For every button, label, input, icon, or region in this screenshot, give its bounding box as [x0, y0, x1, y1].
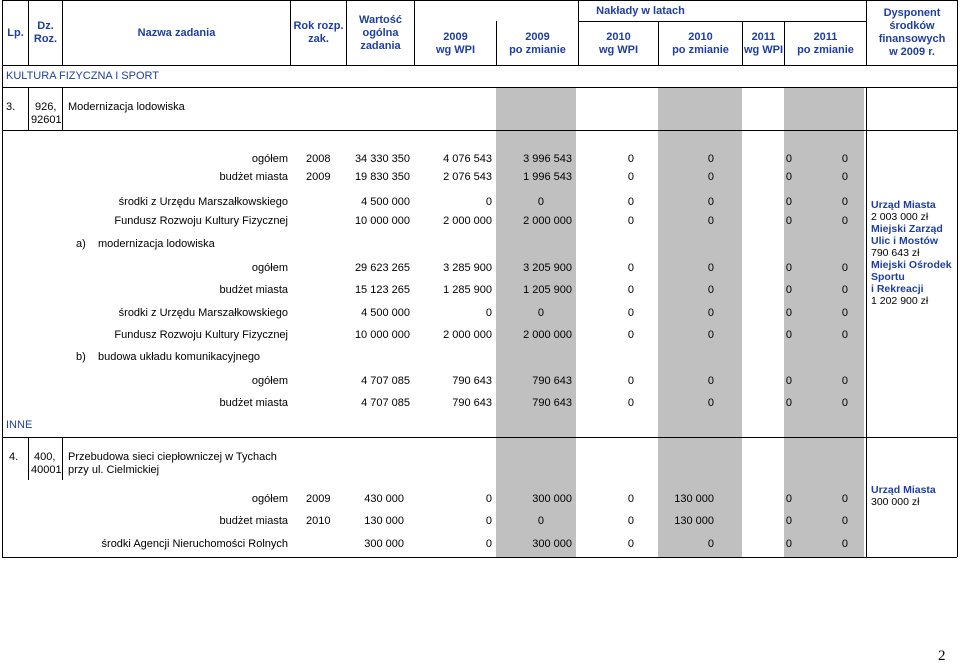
task4-row1-v3: 0	[627, 493, 634, 505]
header-lp: Lp.	[7, 26, 24, 39]
header-2009-wg-wpi: 2009 wg WPI	[435, 30, 476, 56]
task3-row3-v2: 0	[537, 196, 544, 208]
task4-row1-wartosc: 430 000	[364, 493, 404, 505]
header-nazwa-zadania: Nazwa zadania	[137, 26, 216, 39]
task3-row2-label: budżet miasta	[219, 171, 288, 183]
task3-row4-v3: 0	[627, 215, 634, 227]
header-2011-po-zmianie: 2011 po zmianie	[797, 30, 854, 56]
task3-row4-wartosc: 10 000 000	[354, 215, 410, 227]
task4-row1-v1: 0	[485, 493, 492, 505]
task4-row3-v5: 0	[785, 538, 792, 550]
task3-dysponent	[871, 199, 952, 307]
task3b-row1-v6: 0	[841, 375, 848, 387]
header-wartosc: Wartość ogólna zadania	[359, 13, 402, 52]
task3a-row1-label: ogółem	[251, 262, 288, 274]
task3-row1-v3: 0	[627, 153, 634, 165]
task3b-row1-v3: 0	[627, 375, 634, 387]
task4-dz-1: 400,	[34, 451, 56, 463]
dysponent-mosir-2: Sportu	[871, 271, 905, 283]
task3a-row4-v2: 2 000 000	[523, 329, 572, 341]
task3b-row1-v1: 790 643	[452, 375, 492, 387]
task3a-row2-v4: 0	[707, 284, 714, 296]
task3-row3-v4: 0	[707, 196, 714, 208]
task3a-row4-v6: 0	[841, 329, 848, 341]
task4-row2-v1: 0	[485, 515, 492, 527]
dysponent-kwota-t4: 300 000 zł	[871, 496, 920, 508]
dysponent-mzuim-1: Miejski Zarząd	[871, 223, 943, 235]
header-naklady-w-latach: Nakłady w latach	[596, 4, 685, 17]
dysponent-kwota-2: 790 643 zł	[871, 247, 920, 259]
task3-row3-label: środki z Urzędu Marszałkowskiego	[118, 196, 288, 208]
dysponent-kwota-3: 1 202 900 zł	[871, 295, 929, 307]
dysponent-urzad-miasta-t4: Urząd Miasta	[871, 484, 936, 496]
task3-dz-2: 92601	[31, 114, 62, 126]
header-2010-wg-wpi: 2010 wg WPI	[598, 30, 639, 56]
task3a-row4-v1: 2 000 000	[443, 329, 492, 341]
task3-row1-v1: 4 076 543	[443, 153, 492, 165]
task3-row2-year: 2009	[306, 171, 331, 183]
task3a-row4-v4: 0	[707, 329, 714, 341]
task3a-row3-v3: 0	[627, 307, 634, 319]
task4-row1-label: ogółem	[251, 493, 288, 505]
task4-row1-v4: 130 000	[674, 493, 714, 505]
dysponent-kwota-1: 2 003 000 zł	[871, 211, 929, 223]
task3b-row2-v2: 790 643	[532, 397, 572, 409]
task3-lp: 3.	[6, 101, 16, 113]
task3a-row2-v1: 1 285 900	[443, 284, 492, 296]
task3b-row2-v6: 0	[841, 397, 848, 409]
task3-name: Modernizacja lodowiska	[68, 101, 185, 113]
task3-row3-wartosc: 4 500 000	[361, 196, 410, 208]
task3-row1-v4: 0	[707, 153, 714, 165]
task3-row3-v6: 0	[841, 196, 848, 208]
task3-row2-v3: 0	[627, 171, 634, 183]
task3-row2-v2: 1 996 543	[523, 171, 572, 183]
task3b-row1-label: ogółem	[251, 375, 288, 387]
task3-row4-v2: 2 000 000	[523, 215, 572, 227]
section-inne: INNE	[6, 419, 33, 431]
task3a-row1-v4: 0	[707, 262, 714, 274]
task3-row1-v6: 0	[841, 153, 848, 165]
task4-row3-v4: 0	[707, 538, 714, 550]
task3-dz-1: 926,	[35, 101, 57, 113]
task4-row1-year: 2009	[306, 493, 331, 505]
task3-row4-v1: 2 000 000	[443, 215, 492, 227]
task4-row2-v2: 0	[537, 515, 544, 527]
task3a-row1-v1: 3 285 900	[443, 262, 492, 274]
dysponent-mosir-1: Miejski Ośrodek	[871, 259, 952, 271]
task4-row2-year: 2010	[306, 515, 331, 527]
task4-row1-v2: 300 000	[532, 493, 572, 505]
task3a-row3-wartosc: 4 500 000	[361, 307, 410, 319]
header-2009-po-zmianie: 2009 po zmianie	[509, 30, 566, 56]
task3a-row2-label: budżet miasta	[219, 284, 288, 296]
task3b-row2-v1: 790 643	[452, 397, 492, 409]
task4-row2-label: budżet miasta	[219, 515, 288, 527]
task3-row1-label: ogółem	[251, 153, 288, 165]
dysponent-mzuim-2: Ulic i Mostów	[871, 235, 939, 247]
task3a-row4-v5: 0	[785, 329, 792, 341]
task3a-row3-v4: 0	[707, 307, 714, 319]
header-dz-roz: Dz. Roz.	[33, 20, 58, 45]
task3-row3-v5: 0	[785, 196, 792, 208]
task3-row1-v2: 3 996 543	[523, 153, 572, 165]
task3a-row2-v5: 0	[785, 284, 792, 296]
task3a-row3-label: środki z Urzędu Marszałkowskiego	[118, 307, 288, 319]
task4-row3-v2: 300 000	[532, 538, 572, 550]
task3-row1-year: 2008	[306, 153, 331, 165]
task4-row2-v5: 0	[785, 515, 792, 527]
task3b-row2-wartosc: 4 707 085	[361, 397, 410, 409]
task3b-row1-v5: 0	[785, 375, 792, 387]
task4-row3-label: środki Agencji Nieruchomości Rolnych	[101, 538, 288, 550]
task4-name-1: Przebudowa sieci ciepłowniczej w Tychach	[68, 451, 277, 463]
page-number: 2	[938, 648, 946, 664]
task3b-row1-wartosc: 4 707 085	[361, 375, 410, 387]
task3a-row4-v3: 0	[627, 329, 634, 341]
task3a-row3-v2: 0	[537, 307, 544, 319]
task4-lp: 4.	[9, 451, 19, 463]
task4-row2-v4: 130 000	[674, 515, 714, 527]
task3b-row2-v5: 0	[785, 397, 792, 409]
task4-row3-v3: 0	[627, 538, 634, 550]
header-rok-rozp: Rok rozp. zak.	[293, 20, 344, 45]
task4-dz-2: 40001	[31, 464, 62, 476]
task3a-row1-v2: 3 205 900	[523, 262, 572, 274]
task4-dysponent	[871, 484, 936, 508]
task4-row2-wartosc: 130 000	[364, 515, 404, 527]
task4-row3-v6: 0	[841, 538, 848, 550]
task3a-row1-wartosc: 29 623 265	[354, 262, 410, 274]
task3-row2-v4: 0	[707, 171, 714, 183]
task4-row2-v3: 0	[627, 515, 634, 527]
task3-row4-v6: 0	[841, 215, 848, 227]
header-2010-po-zmianie: 2010 po zmianie	[672, 30, 729, 56]
task3-row4-v4: 0	[707, 215, 714, 227]
task4-row1-v6: 0	[841, 493, 848, 505]
task3-row2-v5: 0	[785, 171, 792, 183]
task3a-row3-v5: 0	[785, 307, 792, 319]
task4-name-2: przy ul. Cielmickiej	[68, 464, 160, 476]
header-dysponent: Dysponent środków finansowych w 2009 r.	[878, 7, 946, 58]
task4-row3-v1: 0	[485, 538, 492, 550]
task3b-row1-v2: 790 643	[532, 375, 572, 387]
task3a-row4-label: Fundusz Rozwoju Kultury Fizycznej	[114, 329, 288, 341]
task3a-row3-v6: 0	[841, 307, 848, 319]
task3-row2-v6: 0	[841, 171, 848, 183]
dysponent-mosir-3: i Rekreacji	[871, 283, 924, 295]
dysponent-urzad-miasta: Urząd Miasta	[871, 199, 936, 211]
task3a-row2-wartosc: 15 123 265	[354, 284, 410, 296]
task3b-row2-label: budżet miasta	[219, 397, 288, 409]
task3a-row3-v1: 0	[485, 307, 492, 319]
task3-row1-wartosc: 34 330 350	[354, 153, 410, 165]
task3-row4-label: Fundusz Rozwoju Kultury Fizycznej	[114, 215, 288, 227]
task3-sub-b-name: budowa układu komunikacyjnego	[98, 351, 261, 363]
task3a-row4-wartosc: 10 000 000	[354, 329, 410, 341]
task3-row3-v3: 0	[627, 196, 634, 208]
task3a-row2-v2: 1 205 900	[523, 284, 572, 296]
task3-row2-v1: 2 076 543	[443, 171, 492, 183]
task3a-row1-v3: 0	[627, 262, 634, 274]
header-2011-wg-wpi: 2011 wg WPI	[743, 30, 784, 56]
task3-row2-wartosc: 19 830 350	[354, 171, 410, 183]
task3-sub-a-name: modernizacja lodowiska	[98, 238, 215, 250]
task3-row3-v1: 0	[485, 196, 492, 208]
task4-row2-v6: 0	[841, 515, 848, 527]
task4-row3-wartosc: 300 000	[364, 538, 404, 550]
task4-row1-v5: 0	[785, 493, 792, 505]
task3-sub-b-marker: b)	[76, 351, 86, 363]
task3b-row2-v4: 0	[707, 397, 714, 409]
task3a-row1-v5: 0	[785, 262, 792, 274]
task3a-row2-v6: 0	[841, 284, 848, 296]
task3-sub-a-marker: a)	[76, 238, 86, 250]
task3a-row1-v6: 0	[841, 262, 848, 274]
task3-row1-v5: 0	[785, 153, 792, 165]
task3a-row2-v3: 0	[627, 284, 634, 296]
task3b-row1-v4: 0	[707, 375, 714, 387]
section-kultura-fizyczna: KULTURA FIZYCZNA I SPORT	[6, 70, 160, 82]
task3b-row2-v3: 0	[627, 397, 634, 409]
task3-row4-v5: 0	[785, 215, 792, 227]
